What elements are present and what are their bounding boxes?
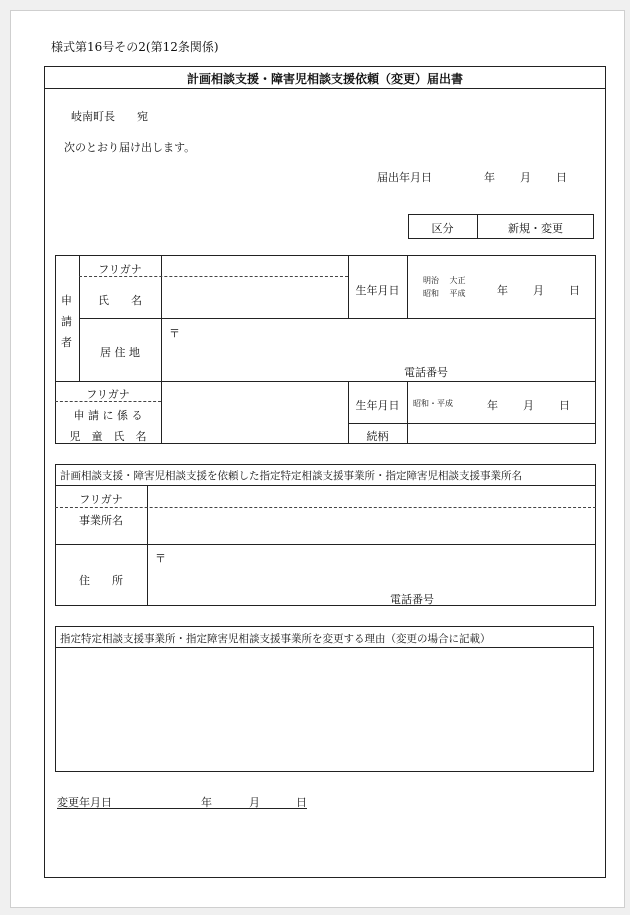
- child-name-label-2: 児 童 氏 名: [69, 430, 147, 443]
- change-date-label: 変更年月日: [57, 796, 112, 809]
- office-header: 計画相談支援・障害児相談支援を依頼した指定特定相談支援事業所・指定障害児相談支援事業所名: [60, 470, 522, 482]
- child-birth-day: 日: [559, 399, 570, 412]
- era-meiji-taisho: 明治 大正: [423, 276, 466, 285]
- office-postal-mark: 〒: [155, 552, 166, 565]
- notify-date-day: 日: [556, 171, 567, 184]
- child-birth-year: 年: [487, 399, 498, 412]
- office-address-label: 住 所: [79, 574, 123, 587]
- notify-date-year: 年: [484, 171, 495, 184]
- addressee: 岐南町長 宛: [71, 110, 148, 123]
- applicant-furigana-label: フリガナ: [98, 263, 142, 276]
- notify-date-month: 月: [520, 171, 531, 184]
- change-date-day: 日: [296, 796, 307, 809]
- child-era: 昭和・平成: [413, 399, 453, 408]
- change-date-month: 月: [249, 796, 260, 809]
- office-name-label: 事業所名: [79, 514, 123, 527]
- applicant-name-label: 氏 名: [98, 294, 142, 307]
- notify-date-label: 届出年月日: [377, 171, 432, 184]
- applicant-postal-mark: 〒: [169, 327, 180, 340]
- era-showa-heisei: 昭和 平成: [423, 289, 466, 298]
- child-furigana-label: フリガナ: [86, 388, 130, 401]
- applicant-birth-label: 生年月日: [355, 284, 400, 297]
- office-phone-label: 電話番号: [390, 593, 434, 606]
- applicant-label-1: 申: [61, 294, 72, 307]
- applicant-address-label: 居 住 地: [100, 346, 140, 359]
- applicant-birth-month: 月: [533, 284, 544, 297]
- applicant-phone-label: 電話番号: [404, 366, 448, 379]
- applicant-birth-year: 年: [497, 284, 508, 297]
- child-name-label-1: 申 請 に 係 る: [73, 409, 143, 422]
- child-birth-label: 生年月日: [355, 399, 400, 412]
- applicant-label-3: 者: [61, 336, 72, 349]
- category-label: 区分: [431, 222, 454, 235]
- form-page: [10, 10, 625, 908]
- form-title: 計画相談支援・障害児相談支援依頼（変更）届出書: [186, 72, 463, 86]
- intro-text: 次のとおり届け出します。: [64, 141, 196, 154]
- change-date-underline: [57, 808, 307, 809]
- form-number: 様式第16号その2(第12条関係): [51, 40, 219, 54]
- child-birth-month: 月: [523, 399, 534, 412]
- title-underline: [44, 88, 606, 89]
- child-relation-label: 続柄: [366, 430, 389, 443]
- reason-header: 指定特定相談支援事業所・指定障害児相談支援事業所を変更する理由（変更の場合に記載）: [60, 633, 491, 645]
- office-furigana-label: フリガナ: [79, 493, 123, 506]
- category-value: 新規・変更: [508, 222, 563, 235]
- applicant-label-2: 請: [61, 315, 72, 328]
- change-date-year: 年: [201, 796, 212, 809]
- applicant-birth-day: 日: [569, 284, 580, 297]
